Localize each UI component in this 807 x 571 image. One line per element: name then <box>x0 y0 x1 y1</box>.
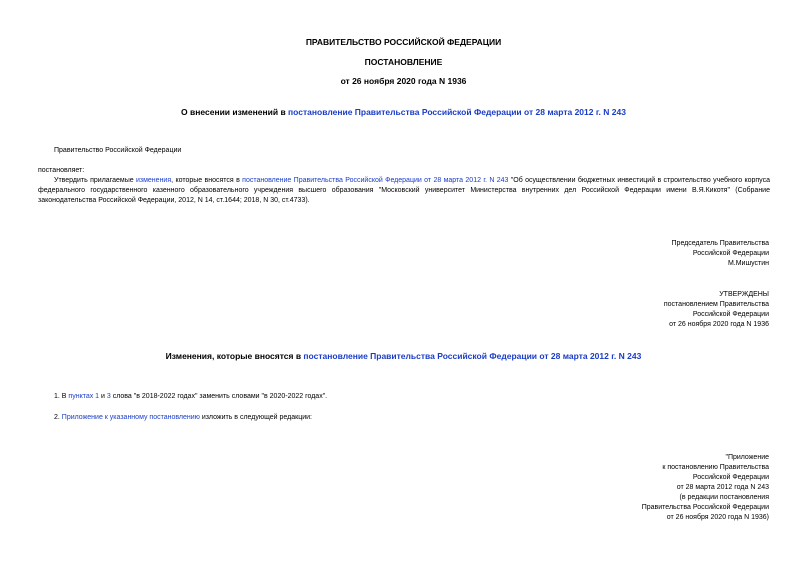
paragraph-approve <box>38 176 770 206</box>
approved-line2: постановлением Правительства <box>663 301 769 308</box>
item1-link-3[interactable]: 3 <box>106 393 111 400</box>
title-link[interactable]: постановление Правительства Российской Федерации от 28 марта 2012 г. N 243 <box>288 107 626 117</box>
p1-text-c: "Об осуществлении бюджетных инвестиций в строительство учебного корпуса федерального государственного казенного образовательного учреждения высшего образования "Московский университет Министерства внутренних дел Российской Федерации имени В.Я.Кикотя" (Собрание законодательства Российской Федерации, 2012, N 14, ст.1644; 2018, N 30, ст.4733). <box>38 177 770 204</box>
appendix-line1: "Приложение <box>725 454 769 461</box>
item1-text-b: и <box>99 393 107 400</box>
p1-link-resolution[interactable]: постановление Правительства Российской Федерации от 28 марта 2012 г. N 243 <box>242 177 509 184</box>
signature-line3: М.Мишустин <box>727 260 769 267</box>
p1-text-a: Утвердить прилагаемые <box>54 177 136 184</box>
changes-title <box>0 351 807 361</box>
appendix-line3: Российской Федерации <box>692 474 769 481</box>
issuer-text: Правительство Российской Федерации <box>54 147 182 154</box>
date-number-heading: от 26 ноября 2020 года N 1936 <box>340 76 467 86</box>
item-1 <box>54 392 327 402</box>
appendix-line5: (в редакции постановления <box>679 494 769 501</box>
p1-text-b: , которые вносятся в <box>171 177 243 184</box>
appendix-line2: к постановлению Правительства <box>662 464 769 471</box>
resolves-text: постановляет: <box>38 167 85 174</box>
item-2 <box>54 413 312 423</box>
item2-link-appendix[interactable]: Приложение к указанному постановлению <box>61 414 200 421</box>
document-title <box>0 107 807 117</box>
changes-title-prefix: Изменения, которые вносятся в <box>165 351 304 361</box>
doc-type-heading: ПОСТАНОВЛЕНИЕ <box>364 57 443 67</box>
item2-text-a: 2. <box>54 414 62 421</box>
appendix-line7: от 26 ноября 2020 года N 1936) <box>666 514 769 521</box>
approved-line4: от 26 ноября 2020 года N 1936 <box>669 321 769 328</box>
appendix-line6: Правительства Российской Федерации <box>641 504 769 511</box>
item1-text-c: слова "в 2018-2022 годах" заменить словами "в 2020-2022 годах". <box>110 393 328 400</box>
appendix-block <box>642 453 769 523</box>
signature-line2: Российской Федерации <box>692 250 769 257</box>
government-heading: ПРАВИТЕЛЬСТВО РОССИЙСКОЙ ФЕДЕРАЦИИ <box>305 37 502 47</box>
appendix-line4: от 28 марта 2012 года N 243 <box>676 484 769 491</box>
approved-block <box>664 290 769 330</box>
item1-link-points[interactable]: пунктах 1 <box>68 393 100 400</box>
p1-link-changes[interactable]: изменения <box>135 177 172 184</box>
approved-line1: УТВЕРЖДЕНЫ <box>719 291 769 298</box>
approved-line3: Российской Федерации <box>692 311 769 318</box>
title-prefix: О внесении изменений в <box>181 107 289 117</box>
signature-block <box>672 239 769 269</box>
changes-title-link[interactable]: постановление Правительства Российской Федерации от 28 марта 2012 г. N 243 <box>303 351 642 361</box>
signature-line1: Председатель Правительства <box>671 240 769 247</box>
item2-text-b: изложить в следующей редакции: <box>199 414 312 421</box>
item1-text-a: 1. В <box>54 393 69 400</box>
